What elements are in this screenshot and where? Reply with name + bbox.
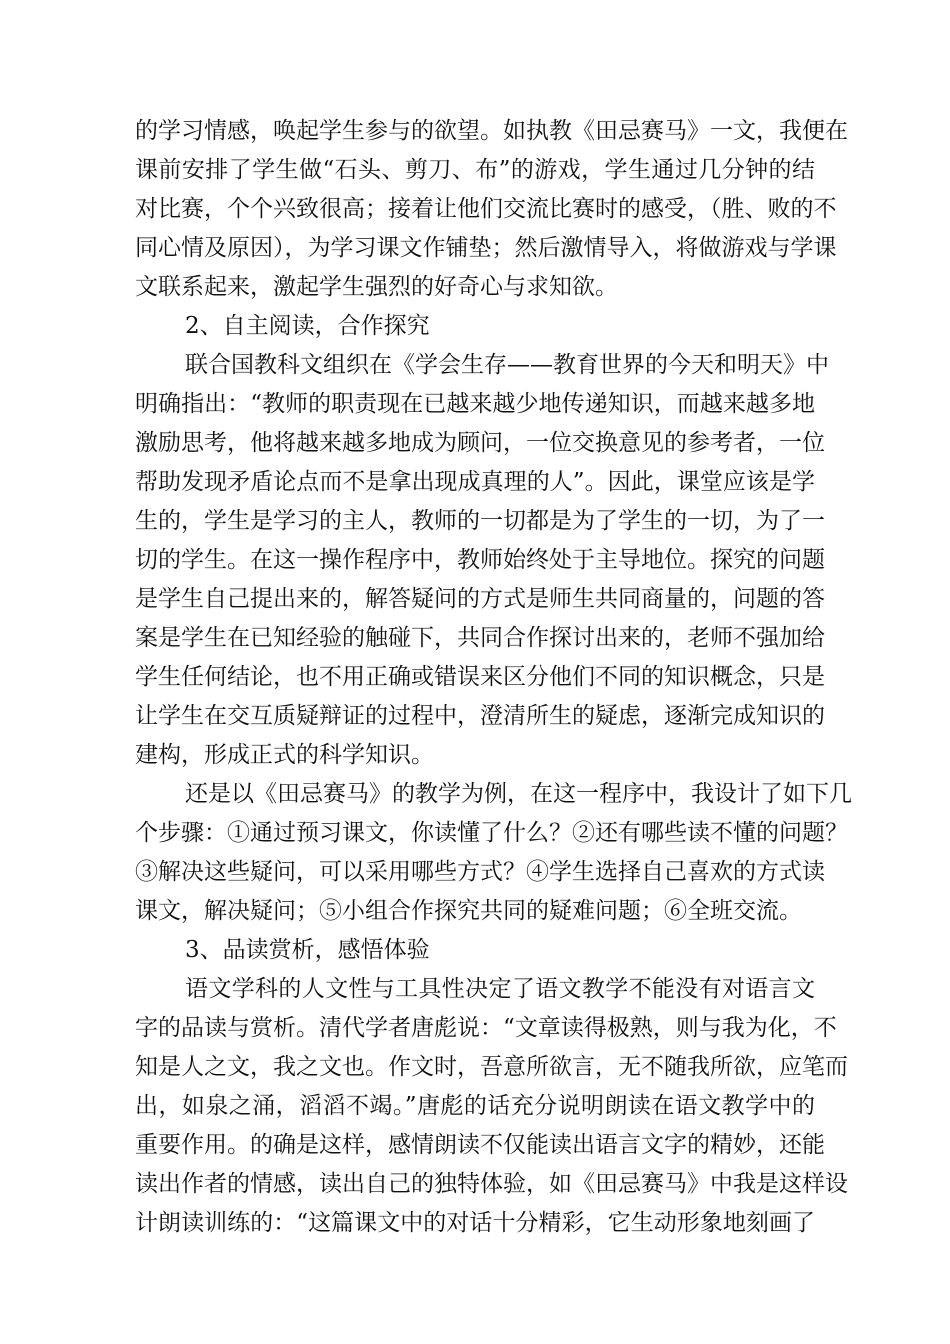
- text-line: 切的学生。在这一操作程序中，教师始终处于主导地位。探究的问题: [135, 547, 825, 573]
- text-line: 的学习情感，唤起学生参与的欲望。如执教《田忌赛马》一文，我便在: [135, 118, 848, 144]
- text-line: 字的品读与赏析。清代学者唐彪说：“文章读得极熟，则与我为化，不: [135, 1015, 837, 1041]
- text-line: ③解决这些疑问，可以采用哪些方式？④学生选择自己喜欢的方式读: [135, 859, 825, 885]
- text-line: 重要作用。的确是这样，感情朗读不仅能读出语言文字的精妙，还能: [135, 1132, 825, 1158]
- text-line: 个步骤：①通过预习课文，你读懂了什么？②还有哪些读不懂的问题？: [135, 820, 848, 846]
- text-line: 学生任何结论，也不用正确或错误来区分他们不同的知识概念，只是: [135, 664, 825, 690]
- paragraph-first-line: 语文学科的人文性与工具性决定了语文教学不能没有对语言文: [185, 976, 815, 1002]
- paragraph-last-line: 课文，解决疑问；⑤小组合作探究共同的疑难问题；⑥全班交流。: [135, 898, 802, 924]
- text-line: 明确指出：“教师的职责现在已越来越少地传递知识，而越来越多地: [135, 391, 815, 417]
- body-text: [135, 112, 852, 1243]
- text-line: 案是学生在已知经验的触碰下，共同合作探讨出来的，老师不强加给: [135, 625, 825, 651]
- paragraph-first-line: 联合国教科文组织在《学会生存——教育世界的今天和明天》中: [185, 352, 829, 378]
- text-line: 课前安排了学生做“石头、剪刀、布”的游戏，学生通过几分钟的结: [135, 157, 815, 183]
- text-line: 知是人之文，我之文也。作文时，吾意所欲言，无不随我所欲，应笔而: [135, 1054, 848, 1080]
- text-line: 生的，学生是学习的主人，教师的一切都是为了学生的一切，为了一: [135, 508, 825, 534]
- text-line: 读出作者的情感，读出自己的独特体验，如《田忌赛马》中我是这样设: [135, 1171, 848, 1197]
- paragraph-first-line: 还是以《田忌赛马》的教学为例，在这一程序中，我设计了如下几: [185, 781, 852, 807]
- text-line: 激励思考，他将越来越多地成为顾问，一位交换意见的参考者，一位: [135, 430, 825, 456]
- section-heading: 3、品读赏析，感悟体验: [185, 937, 430, 963]
- section-heading: 2、自主阅读，合作探究: [185, 313, 430, 339]
- text-line: 计朗读训练的：“这篇课文中的对话十分精彩，它生动形象地刻画了: [135, 1210, 815, 1236]
- text-line: 让学生在交互质疑辩证的过程中，澄清所生的疑虑，逐渐完成知识的: [135, 703, 825, 729]
- paragraph-last-line: 文联系起来，激起学生强烈的好奇心与求知欲。: [135, 274, 618, 300]
- text-line: 对比赛，个个兴致很高；接着让他们交流比赛时的感受，（胜、败的不: [135, 196, 837, 222]
- paragraph-last-line: 建构，形成正式的科学知识。: [135, 742, 434, 768]
- text-line: 帮助发现矛盾论点而不是拿出现成真理的人”。因此，课堂应该是学: [135, 469, 815, 495]
- text-line: 同心情及原因），为学习课文作铺垫；然后激情导入，将做游戏与学课: [135, 235, 837, 261]
- text-line: 是学生自己提出来的，解答疑问的方式是师生共同商量的，问题的答: [135, 586, 825, 612]
- text-line: 出，如泉之涌，滔滔不竭。”唐彪的话充分说明朗读在语文教学中的: [135, 1093, 815, 1119]
